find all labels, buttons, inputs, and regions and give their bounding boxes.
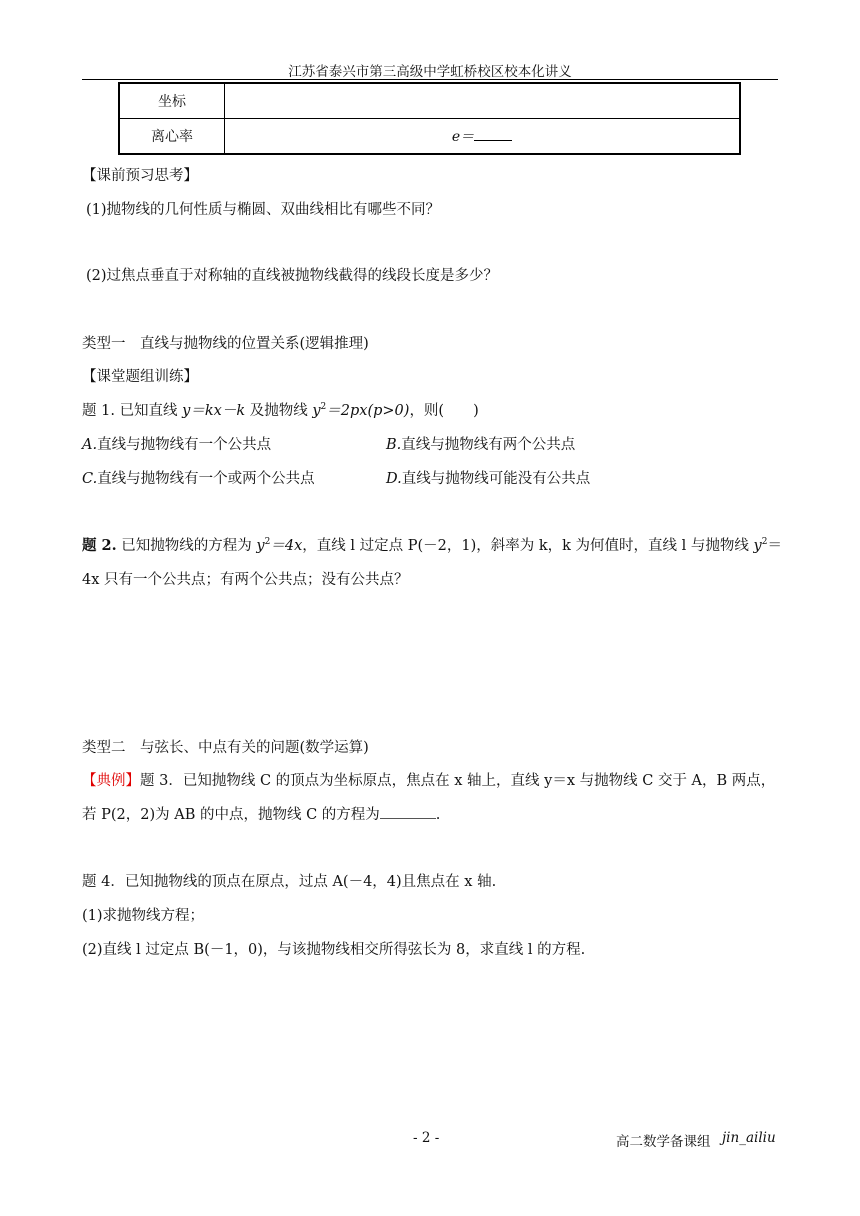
problem-3-line-1 [82, 769, 775, 790]
example-tag: 【典例】 [82, 773, 140, 789]
problem-1-parabola-exponent: 2 [320, 402, 327, 412]
problem-2-eq: ＝4x [270, 538, 303, 554]
answer-blank [380, 806, 436, 819]
practice-heading: 【课堂题组训练】 [82, 369, 198, 385]
problem-4-sub-2: (2)直线 l 过定点 B(－1，0)，与该抛物线相交所得弦长为 8，求直线 l 的方程. [82, 942, 586, 958]
problem-1-parabola-y: y [312, 403, 321, 419]
problem-2-line-1 [82, 534, 782, 555]
problem-2-label: 题 2. [82, 537, 117, 554]
eccentricity-prefix: e＝ [451, 129, 475, 145]
option-a-letter: A. [82, 437, 98, 453]
problem-1-text-c: ，则( ) [409, 403, 479, 419]
table-row [119, 83, 740, 119]
table-row [119, 119, 740, 155]
footer-author [722, 1130, 776, 1146]
option-d-text: 直线与抛物线可能没有公共点 [401, 471, 591, 487]
type1-title: 类型一 直线与抛物线的位置关系(逻辑推理) [82, 336, 369, 352]
option-b-letter: B. [386, 437, 402, 453]
footer-group: 高二数学备课组 [616, 1134, 711, 1150]
problem-4-sub-1: (1)求抛物线方程； [82, 908, 205, 924]
option-d [386, 467, 590, 488]
problem-1-label: 题 1. [82, 403, 115, 419]
eccentricity-blank [474, 128, 512, 141]
problem-1 [82, 399, 479, 420]
table-value-eccentricity [225, 119, 741, 155]
preview-question-1: (1)抛物线的几何性质与椭圆、双曲线相比有哪些不同？ [86, 202, 441, 218]
option-c [82, 467, 315, 488]
option-c-text: 直线与抛物线有一个或两个公共点 [97, 471, 315, 487]
problem-1-parabola-rest: ＝2px(p>0) [326, 403, 410, 419]
table-value-coordinate [225, 83, 741, 119]
option-c-letter: C. [82, 471, 98, 487]
option-b [386, 433, 575, 454]
option-b-text: 直线与抛物线有两个公共点 [401, 437, 576, 453]
table-label-coordinate: 坐标 [119, 83, 225, 119]
option-d-letter: D. [386, 471, 402, 487]
problem-4-line-1: 题 4．已知抛物线的顶点在原点，过点 A(－4，4)且焦点在 x 轴. [82, 874, 497, 890]
header-rule [82, 79, 778, 80]
problem-1-text-a: 已知直线 [119, 403, 183, 419]
page-header-title: 江苏省泰兴市第三高级中学虹桥校区校本化讲义 [288, 64, 572, 80]
problem-2-exponent: 2 [264, 537, 271, 547]
problem-1-line-equation: y＝kx－k [182, 403, 246, 419]
problem-2-y-2: y [753, 538, 762, 554]
problem-3-period: . [435, 807, 441, 823]
preview-heading: 【课前预习思考】 [82, 168, 198, 184]
problem-2-line-2: 4x 只有一个公共点；有两个公共点；没有公共点？ [82, 572, 409, 588]
type2-title: 类型二 与弦长、中点有关的问题(数学运算) [82, 740, 369, 756]
option-a-text: 直线与抛物线有一个公共点 [97, 437, 272, 453]
problem-2-text-a: 已知抛物线的方程为 [121, 538, 257, 554]
property-table [118, 82, 741, 155]
table-label-eccentricity: 离心率 [119, 119, 225, 155]
footer-author-name: jin_ailiu [722, 1130, 776, 1146]
problem-2-text-c: ，直线 l 过定点 P(－2，1)，斜率为 k，k 为何值时，直线 l 与抛物线 [302, 538, 754, 554]
problem-1-text-b: 及抛物线 [245, 403, 313, 419]
problem-2-text-d: ＝ [767, 538, 782, 554]
problem-3-text-2: 若 P(2，2)为 AB 的中点，抛物线 C 的方程为 [82, 807, 380, 823]
problem-2-y: y [256, 538, 265, 554]
page-number: - 2 - [413, 1130, 440, 1146]
problem-3-text-1: 题 3．已知抛物线 C 的顶点为坐标原点，焦点在 x 轴上，直线 y＝x 与抛物线 C 交于 A，B 两点， [140, 773, 776, 789]
problem-3-line-2 [82, 803, 440, 824]
option-a [82, 433, 271, 454]
preview-question-2: (2)过焦点垂直于对称轴的直线被抛物线截得的线段长度是多少？ [86, 268, 499, 284]
problem-2-exponent-2: 2 [761, 537, 768, 547]
